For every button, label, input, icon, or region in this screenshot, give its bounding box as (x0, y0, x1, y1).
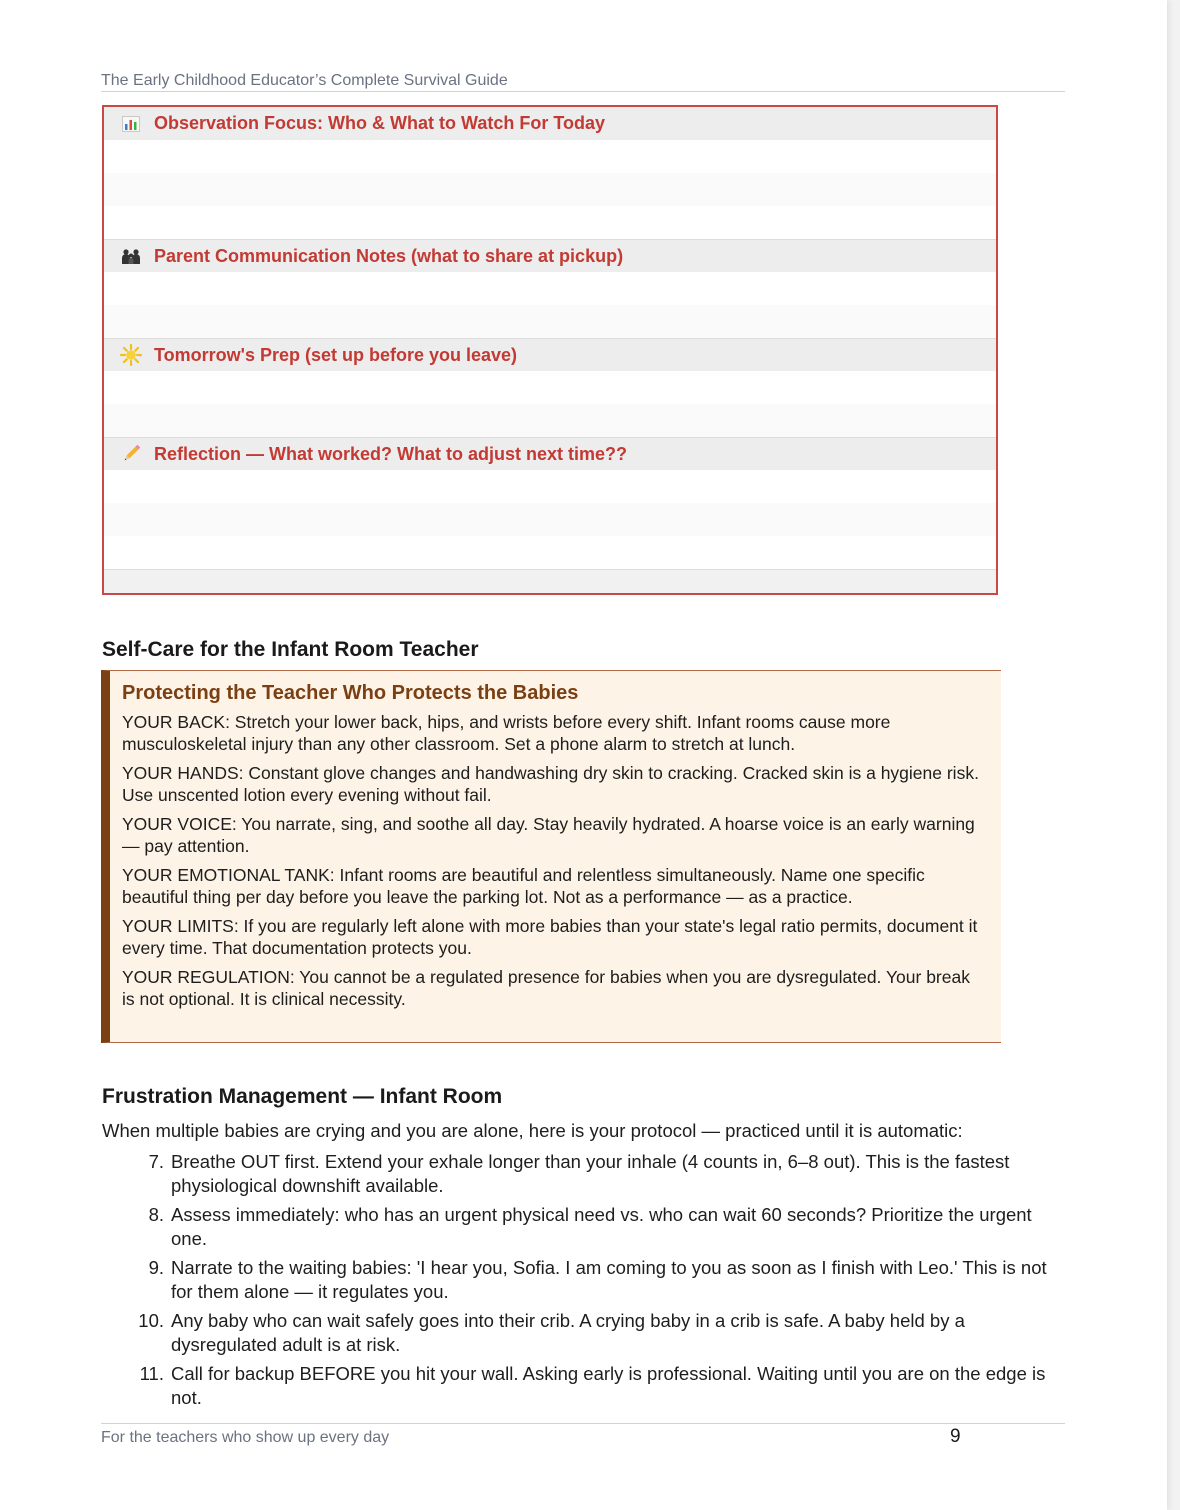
protocol-steps-list (134, 1150, 1054, 1415)
frustration-intro: When multiple babies are crying and you are alone, here is your protocol — practiced until it is automatic: (102, 1120, 963, 1141)
running-header: The Early Childhood Educator’s Complete Survival Guide (101, 72, 1065, 92)
log-section-parent-communication-header (104, 239, 996, 272)
writing-line[interactable] (104, 173, 996, 206)
list-item (134, 1309, 1054, 1357)
log-section-title: Tomorrow's Prep (set up before you leave) (154, 344, 518, 365)
writing-line[interactable] (104, 470, 996, 503)
callout-item-emotional-tank: YOUR EMOTIONAL TANK: Infant rooms are beautiful and relentless simultaneously. Name one specific beautiful thing per day before you leave the parking lot. Not as a performance — as a practice. (122, 865, 925, 907)
list-item (134, 1150, 1054, 1198)
footer-text: For the teachers who show up every day (101, 1429, 390, 1446)
writing-line[interactable] (104, 371, 996, 404)
step-number: 10. (138, 1310, 164, 1331)
writing-line[interactable] (104, 536, 996, 569)
writing-line[interactable] (104, 140, 996, 173)
log-section-title: Parent Communication Notes (what to share at pickup) (154, 245, 624, 266)
writing-line[interactable] (104, 305, 996, 338)
footer-divider (101, 1423, 1065, 1424)
self-care-callout (101, 670, 1001, 1043)
callout-item-regulation: YOUR REGULATION: You cannot be a regulated presence for babies when you are dysregulated. Your break is not optional. It is clinical necessity. (122, 967, 970, 1009)
writing-line[interactable] (104, 569, 996, 595)
writing-line[interactable] (104, 503, 996, 536)
step-number: 8. (148, 1204, 164, 1225)
callout-title: Protecting the Teacher Who Protects the Babies (122, 682, 579, 704)
page-number: 9 (950, 1426, 961, 1447)
sun-icon (120, 344, 142, 366)
log-section-reflection-header (104, 437, 996, 470)
family-icon (120, 245, 142, 267)
callout-item-limits: YOUR LIMITS: If you are regularly left alone with more babies than your state's legal ratio permits, document it every time. That documentation protects you. (122, 916, 978, 958)
list-item (134, 1362, 1054, 1410)
step-text: Breathe OUT first. Extend your exhale longer than your inhale (4 counts in, 6–8 out). This is the fastest physiological downshift available. (171, 1151, 1010, 1196)
bar-chart-icon (120, 113, 142, 135)
daily-log-box (102, 105, 998, 595)
list-item (134, 1256, 1054, 1304)
writing-line[interactable] (104, 404, 996, 437)
log-section-tomorrow-prep-header (104, 338, 996, 371)
callout-item-voice: YOUR VOICE: You narrate, sing, and soothe all day. Stay heavily hydrated. A hoarse voice is an early warning — pay attention. (122, 814, 975, 856)
callout-item-back: YOUR BACK: Stretch your lower back, hips, and wrists before every shift. Infant rooms cause more musculoskeletal injury than any other classroom. Set a phone alarm to stretch at lunch. (122, 712, 891, 754)
writing-line[interactable] (104, 272, 996, 305)
log-section-title: Reflection — What worked? What to adjust next time?? (154, 443, 628, 464)
step-number: 9. (148, 1257, 164, 1278)
pencil-icon (120, 443, 142, 465)
writing-line[interactable] (104, 206, 996, 239)
list-item (134, 1203, 1054, 1251)
frustration-heading: Frustration Management — Infant Room (102, 1085, 503, 1108)
log-section-title: Observation Focus: Who & What to Watch For Today (154, 113, 605, 133)
step-text: Call for backup BEFORE you hit your wall. Asking early is professional. Waiting until you are on the edge is not. (171, 1363, 1046, 1408)
step-number: 7. (148, 1151, 164, 1172)
step-text: Narrate to the waiting babies: 'I hear you, Sofia. I am coming to you as soon as I finish with Leo.' This is not for them alone — it regulates you. (171, 1257, 1047, 1302)
callout-item-hands: YOUR HANDS: Constant glove changes and handwashing dry skin to cracking. Cracked skin is a hygiene risk. Use unscented lotion every evening without fail. (122, 763, 979, 805)
step-text: Assess immediately: who has an urgent physical need vs. who can wait 60 seconds? Prioritize the urgent one. (171, 1204, 1032, 1249)
step-text: Any baby who can wait safely goes into their crib. A crying baby in a crib is safe. A baby held by a dysregulated adult is at risk. (171, 1310, 965, 1355)
step-number: 11. (139, 1363, 164, 1384)
self-care-heading: Self-Care for the Infant Room Teacher (102, 638, 479, 661)
log-section-observation-header (104, 107, 996, 140)
